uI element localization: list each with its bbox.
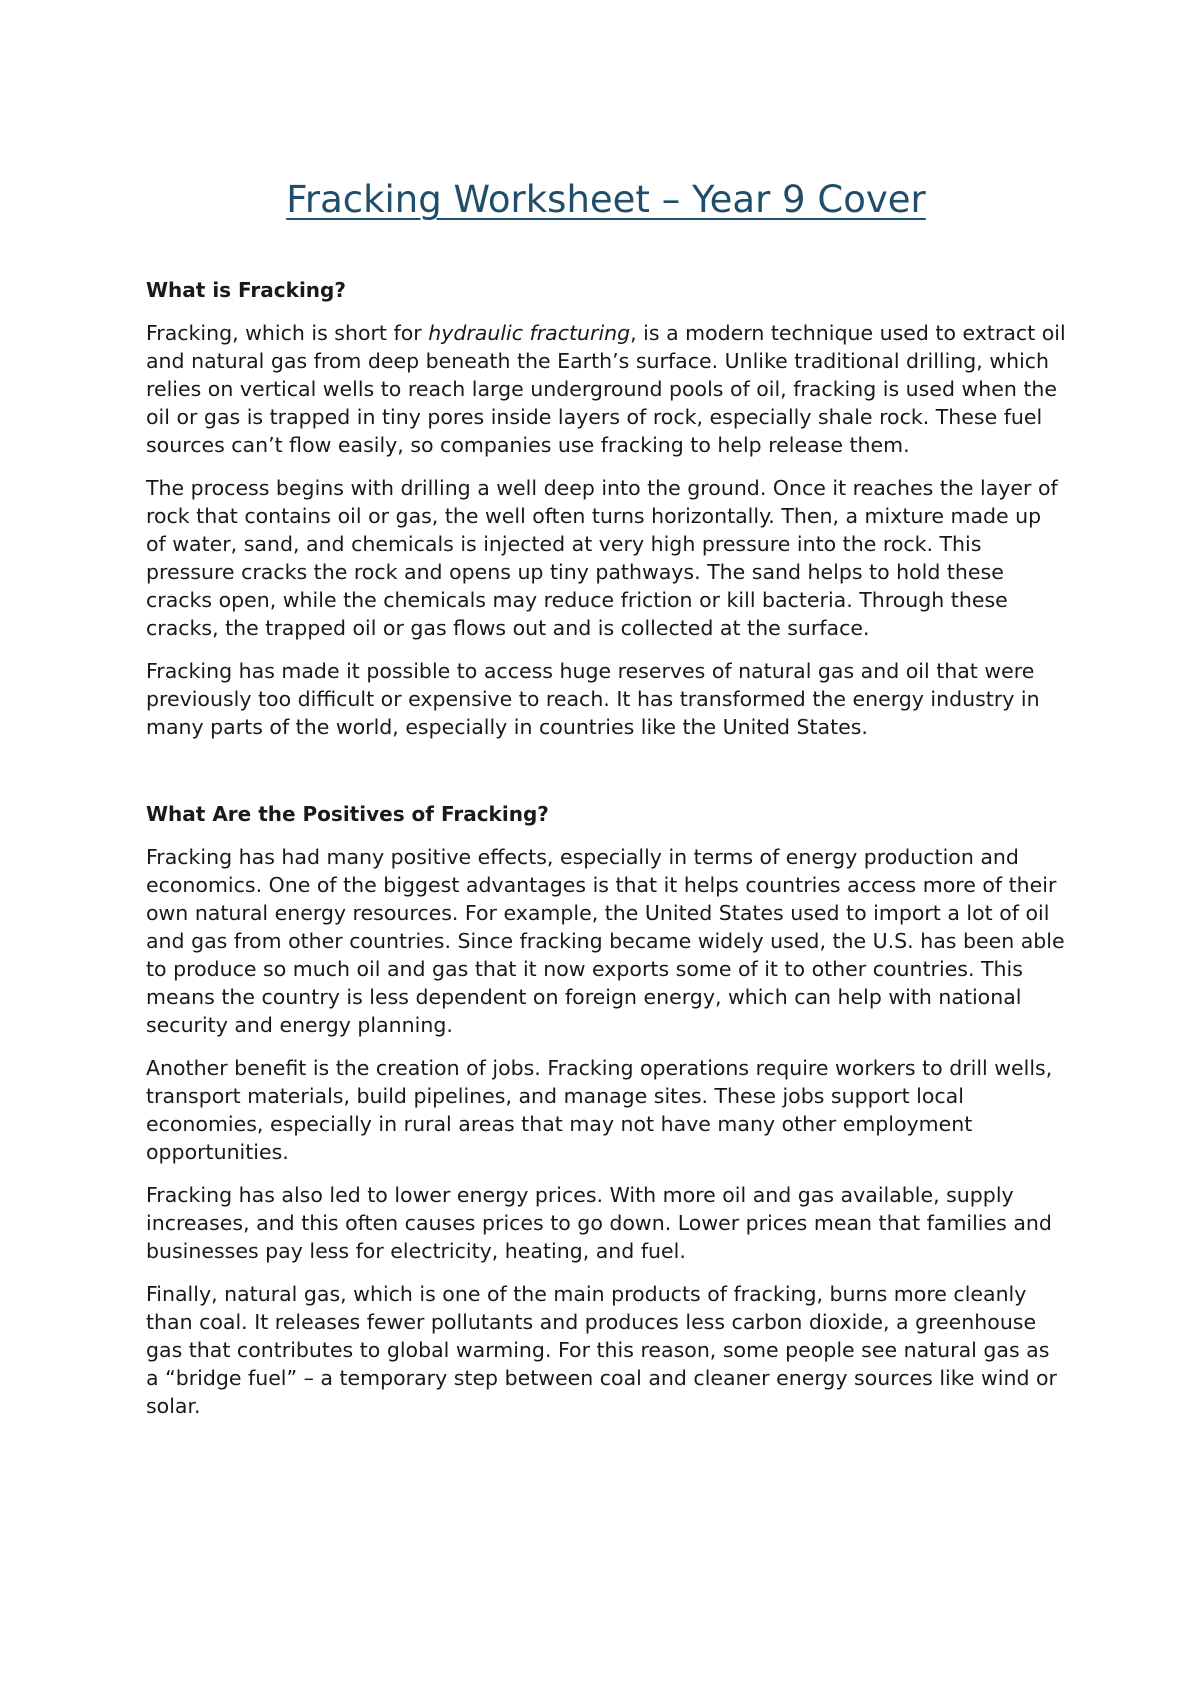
paragraph: Another benefit is the creation of jobs. Fracking operations require workers to drill wells, transport materials, build pipelines, and manage sites. These jobs support local economies, especially in rural areas that may not have many other employment opportunities. xyxy=(146,1056,1053,1165)
section-what-is-fracking xyxy=(146,277,1066,741)
section-spacer xyxy=(146,756,1066,801)
document-title: Fracking Worksheet – Year 9 Cover xyxy=(286,178,926,221)
section-heading: What is Fracking? xyxy=(146,278,346,303)
paragraph-text: , is a modern technique used to extract oil and natural gas from deep beneath the Earth’s surface. Unlike traditional drilling, which relies on vertical wells to reach large underground pools of oil, fracking is used when the oil or gas is trapped in tiny pores inside layers of rock, especially shale rock. These fuel sources can’t flow easily, so companies use fracking to help release them. xyxy=(146,321,1066,458)
emphasis-text: hydraulic fracturing xyxy=(428,321,631,346)
section-positives-of-fracking xyxy=(146,801,1066,1420)
paragraph: Finally, natural gas, which is one of the main products of fracking, burns more cleanly than coal. It releases fewer pollutants and produces less carbon dioxide, a greenhouse gas that contributes to global warming. For this reason, some people see natural gas as a “bridge fuel” – a temporary step between coal and cleaner energy sources like wind or solar. xyxy=(146,1282,1057,1419)
paragraph-text: Fracking, which is short for xyxy=(146,321,429,346)
paragraph xyxy=(146,319,1066,459)
paragraph: Fracking has made it possible to access huge reserves of natural gas and oil that were previously too difficult or expensive to reach. It has transformed the energy industry in many parts of the world, especially in countries like the United States. xyxy=(146,659,1040,740)
document-page xyxy=(146,178,1066,1435)
paragraph: Fracking has had many positive effects, especially in terms of energy production and economics. One of the biggest advantages is that it helps countries access more of their own natural energy resources. For example, the United States used to import a lot of oil and gas from other countries. Since fracking became widely used, the U.S. has been able to produce so much oil and gas that it now exports some of it to other countries. This means the country is less dependent on foreign energy, which can help with national security and energy planning. xyxy=(146,845,1065,1038)
paragraph: The process begins with drilling a well deep into the ground. Once it reaches the layer of rock that contains oil or gas, the well often turns horizontally. Then, a mixture made up of water, sand, and chemicals is injected at very high pressure into the rock. This pressure cracks the rock and opens up tiny pathways. The sand helps to hold these cracks open, while the chemicals may reduce friction or kill bacteria. Through these cracks, the trapped oil or gas flows out and is collected at the surface. xyxy=(146,476,1058,641)
section-heading: What Are the Positives of Fracking? xyxy=(146,802,549,827)
paragraph: Fracking has also led to lower energy prices. With more oil and gas available, supply increases, and this often causes prices to go down. Lower prices mean that families and businesses pay less for electricity, heating, and fuel. xyxy=(146,1183,1052,1264)
